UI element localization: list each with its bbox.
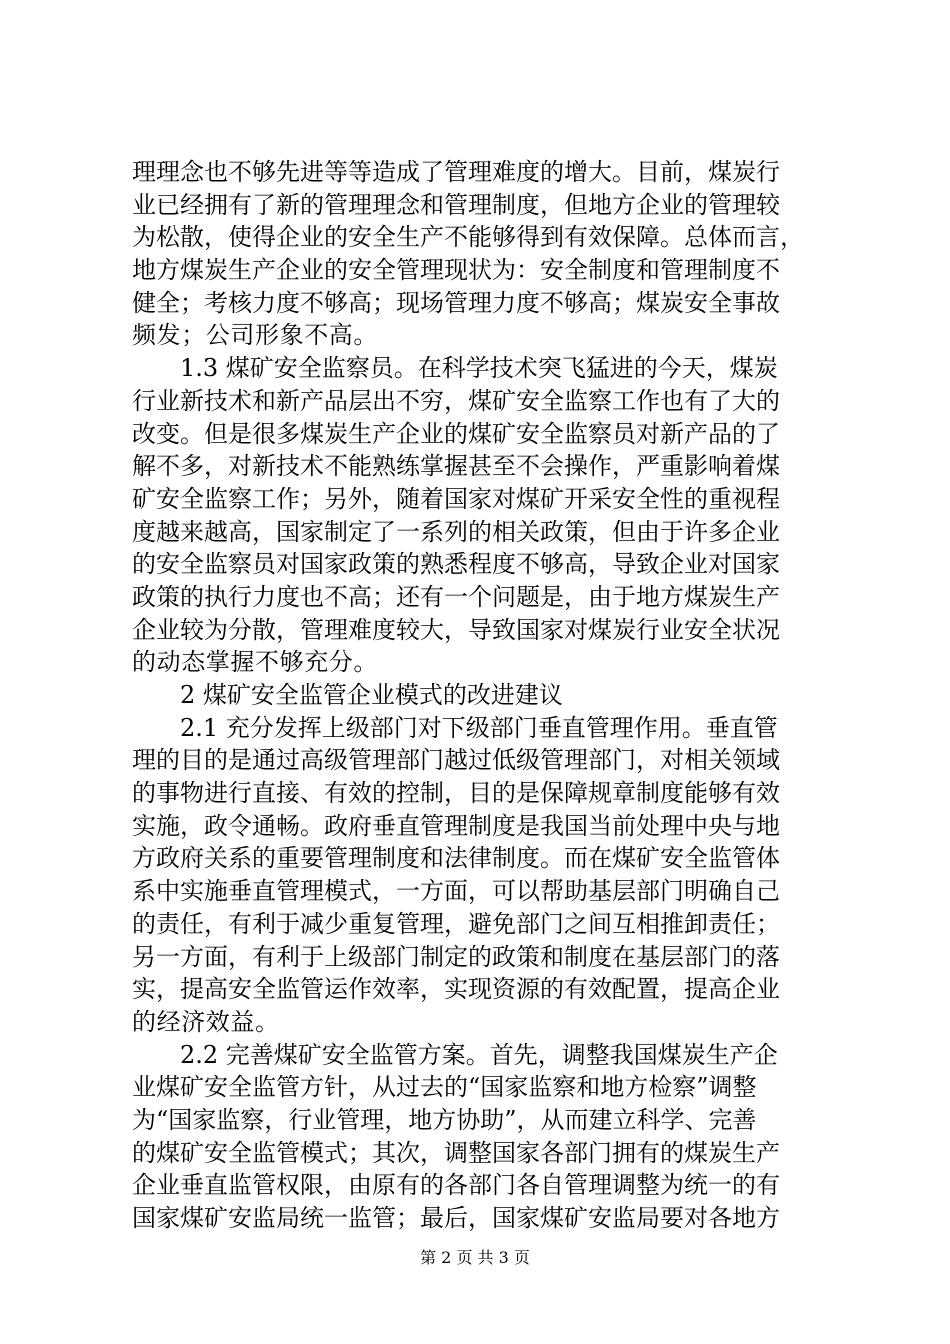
text-line: 频发；公司形象不高。 <box>132 321 378 350</box>
text-line: 企业较为分散，管理难度较大，导致国家对煤炭行业安全状况 <box>132 615 780 644</box>
text-line: 国家煤矿安监局统一监管；最后，国家煤矿安监局要对各地方 <box>132 1204 780 1232</box>
document-body <box>132 156 832 1235</box>
text-line: 企业垂直监管权限，由原有的各部门各自管理调整为统一的有 <box>132 1171 780 1200</box>
text-line: 地方煤炭生产企业的安全管理现状为：安全制度和管理制度不 <box>132 256 780 285</box>
text-line: 理的目的是通过高级管理部门越过低级管理部门，对相关领域 <box>132 746 780 775</box>
text-line: 方政府关系的重要管理制度和法律制度。而在煤矿安全监管体 <box>132 844 780 873</box>
text-line: 2.2 完善煤矿安全监管方案。首先，调整我国煤炭生产企 <box>180 1040 778 1069</box>
text-line: 的煤矿安全监管模式；其次，调整国家各部门拥有的煤炭生产 <box>132 1138 780 1167</box>
text-line: 为“国家监察，行业管理，地方协助”，从而建立科学、完善 <box>132 1105 757 1134</box>
text-line: 度越来越高，国家制定了一系列的相关政策，但由于许多企业 <box>132 517 780 546</box>
text-line: 矿安全监察工作；另外，随着国家对煤矿开采安全性的重视程 <box>132 484 780 513</box>
text-line: 1.3 煤矿安全监察员。在科学技术突飞猛进的今天，煤炭 <box>180 354 778 383</box>
text-line: 的安全监察员对国家政策的熟悉程度不够高，导致企业对国家 <box>132 550 780 579</box>
text-line: 为松散，使得企业的安全生产不能够得到有效保障。总体而言， <box>132 223 804 252</box>
text-line: 行业新技术和新产品层出不穷，煤矿安全监察工作也有了大的 <box>132 386 780 415</box>
text-line: 的事物进行直接、有效的控制，目的是保障规章制度能够有效 <box>132 779 780 808</box>
text-line: 健全；考核力度不够高；现场管理力度不够高；煤炭安全事故 <box>132 288 780 317</box>
text-line: 理理念也不够先进等等造成了管理难度的增大。目前，煤炭行 <box>132 158 780 186</box>
text-line: 实施，政令通畅。政府垂直管理制度是我国当前处理中央与地 <box>132 811 780 840</box>
text-line: 2.1 充分发挥上级部门对下级部门垂直管理作用。垂直管 <box>180 713 778 742</box>
text-line: 另一方面，有利于上级部门制定的政策和制度在基层部门的落 <box>132 942 780 971</box>
text-line: 改变。但是很多煤炭生产企业的煤矿安全监察员对新产品的了 <box>132 419 780 448</box>
page-footer: 第 2 页 共 3 页 <box>420 1248 530 1267</box>
text-line: 解不多，对新技术不能熟练掌握甚至不会操作，严重影响着煤 <box>132 452 780 481</box>
text-line: 实，提高安全监管运作效率，实现资源的有效配置，提高企业 <box>132 975 780 1004</box>
text-line: 的动态掌握不够充分。 <box>132 648 378 677</box>
text-line: 的责任，有利于减少重复管理，避免部门之间互相推卸责任； <box>132 909 780 938</box>
text-line: 的经济效益。 <box>132 1007 280 1036</box>
text-line: 政策的执行力度也不高；还有一个问题是，由于地方煤炭生产 <box>132 582 780 611</box>
text-line: 业煤矿安全监管方针，从过去的“国家监察和地方检察”调整 <box>132 1073 757 1102</box>
text-line: 2 煤矿安全监管企业模式的改进建议 <box>180 681 563 709</box>
text-line: 系中实施垂直管理模式，一方面，可以帮助基层部门明确自己 <box>132 877 780 906</box>
text-line: 业已经拥有了新的管理理念和管理制度，但地方企业的管理较 <box>132 190 780 219</box>
